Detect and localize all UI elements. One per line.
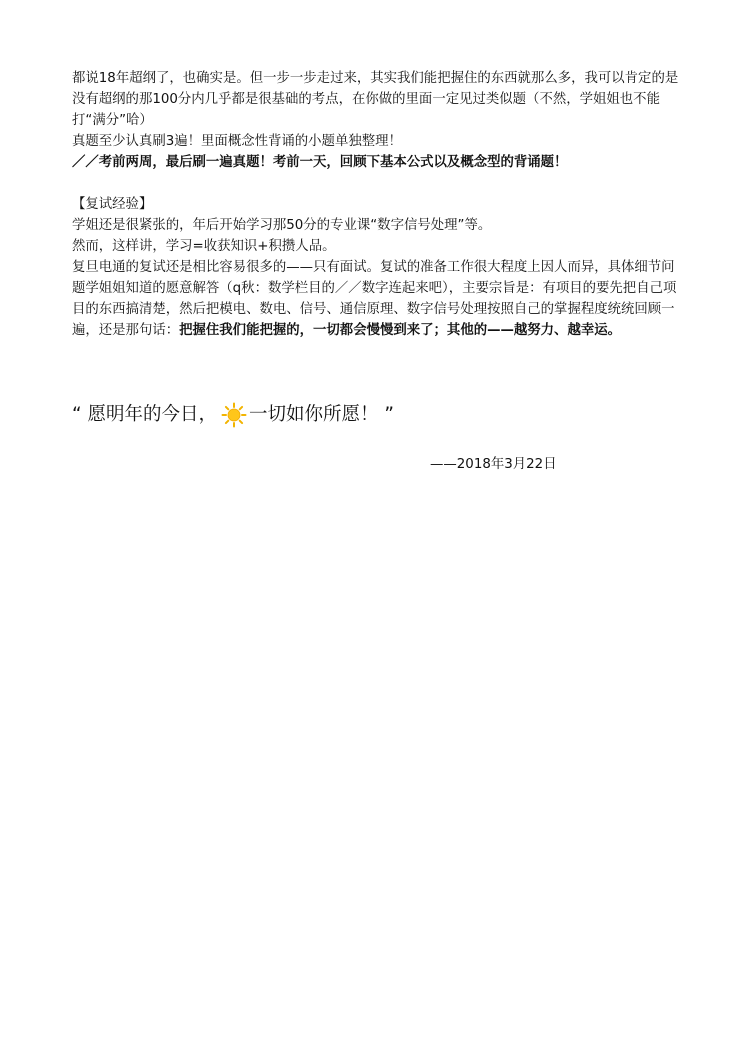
closing-quote bbox=[72, 400, 394, 430]
paragraph-retest-motto: 然而，这样讲，学习=收获知识+积攒人品。 bbox=[72, 239, 336, 254]
signature-date: ——2018年3月22日 bbox=[430, 457, 557, 472]
paragraph-exam-notes: 都说18年超纲了，也确实是。但一步一步走过来，其实我们能把握住的东西就那么多，我可以肯定的是没有超纲的那100分内几乎都是很基础的考点，在你做的里面一定见过类似题（不然，学姐姐也不能打“满分”哈） bbox=[72, 71, 679, 128]
paragraph-retest-study: 学姐还是很紧张的，年后开始学习那50分的专业课“数字信号处理”等。 bbox=[72, 218, 492, 233]
advice-text: 复旦电通的复试还是相比容易很多的——只有面试。复试的准备工作很大程度上因人而异，具体细节问题学姐姐知道的愿意解答（q秋：数学栏目的／／数字连起来吧），主要宗旨是：有项目的要先把自己项目的东西搞清楚，然后把模电、数电、信号、通信原理、数字信号处理按照自己的掌握程度统统回顾一遍，还是那句话： bbox=[72, 260, 677, 338]
paragraph-past-papers: 真题至少认真刷3遍！里面概念性背诵的小题单独整理！ bbox=[72, 134, 402, 149]
document-body bbox=[72, 68, 682, 341]
paragraph-final-review: ／／考前两周，最后刷一遍真题！考前一天，回顾下基本公式以及概念型的背诵题！ bbox=[72, 155, 568, 170]
paragraph-retest-advice bbox=[72, 257, 682, 341]
quote-after-text: 一切如你所愿！ ” bbox=[248, 404, 394, 425]
advice-bold-text: 把握住我们能把握的，一切都会慢慢到来了；其他的——越努力、越幸运。 bbox=[179, 323, 622, 338]
sun-icon bbox=[221, 402, 247, 428]
section-heading-retest: 【复试经验】 bbox=[72, 197, 153, 212]
paragraph-spacer bbox=[72, 173, 682, 194]
quote-before-text: “ 愿明年的今日， bbox=[72, 404, 217, 425]
